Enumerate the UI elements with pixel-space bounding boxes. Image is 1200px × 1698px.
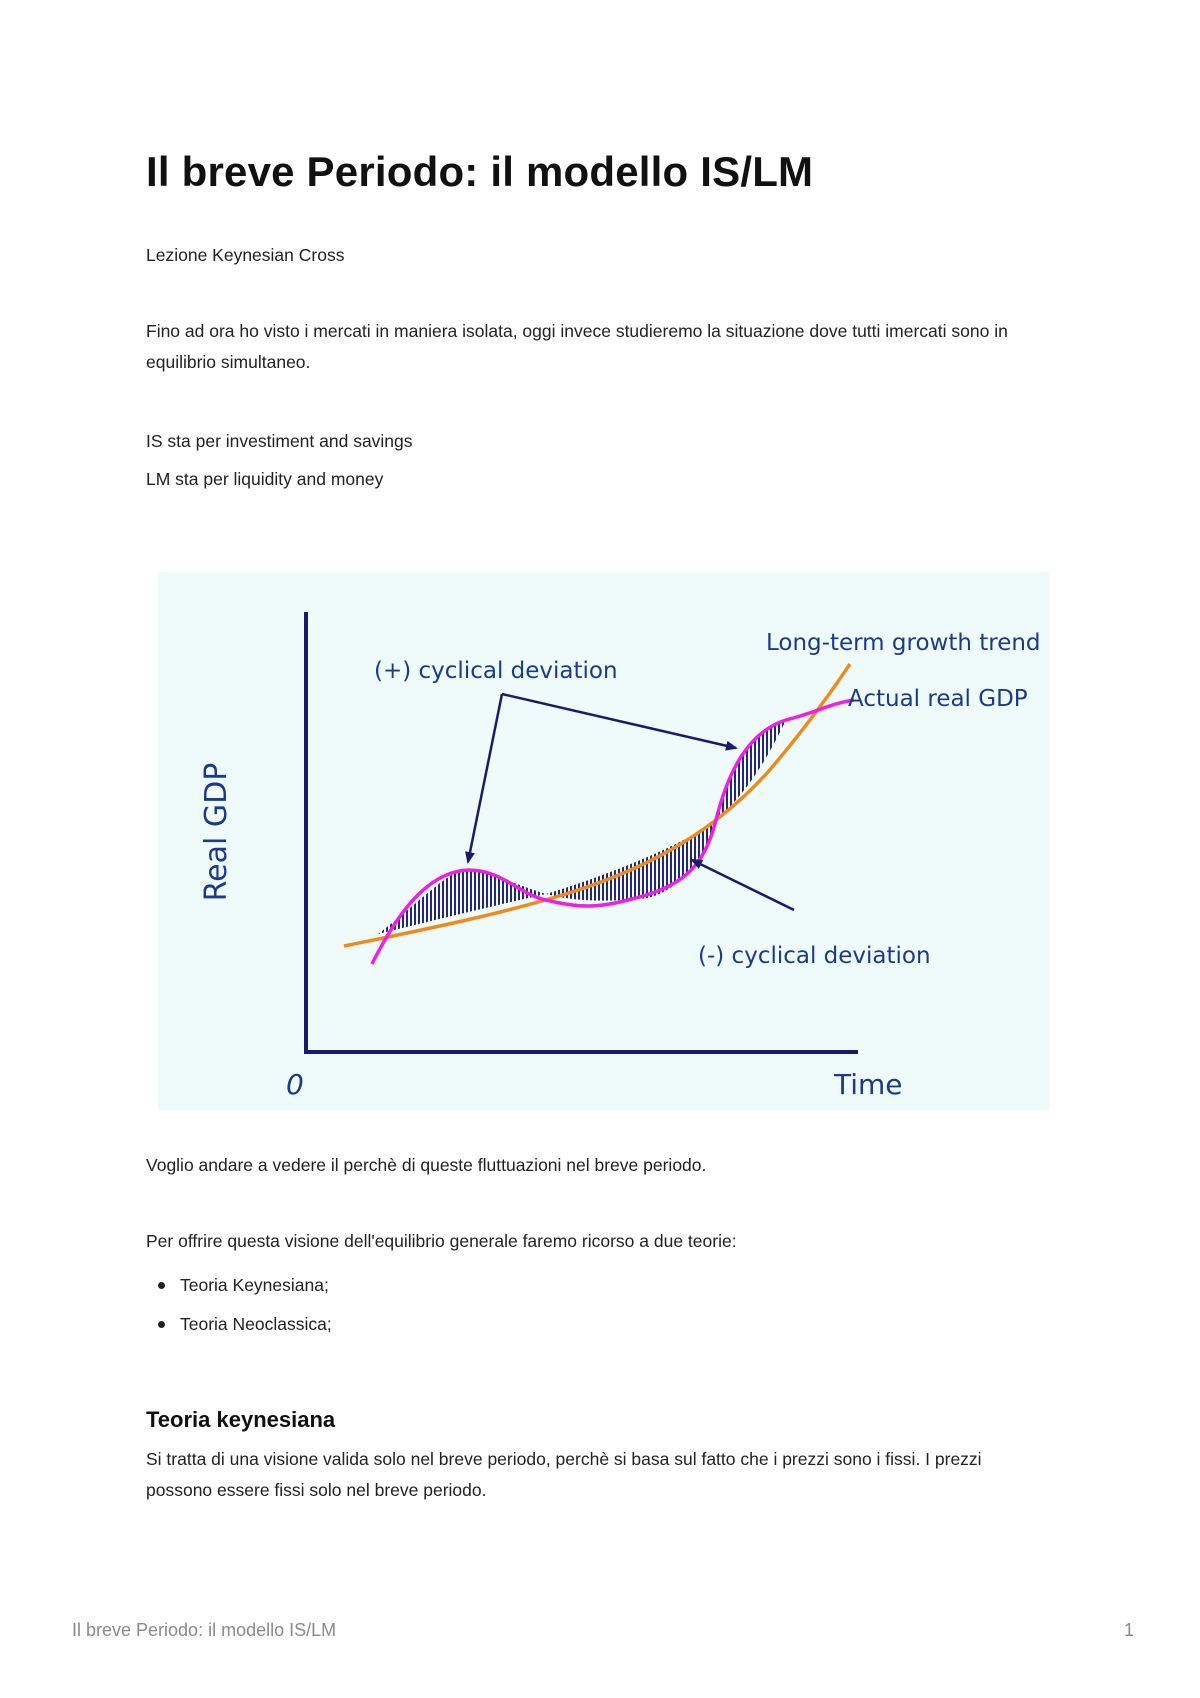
page-title: Il breve Periodo: il modello IS/LM [146, 148, 814, 195]
after-figure-paragraph: Voglio andare a vedere il perchè di queste fluttuazioni nel breve periodo. [146, 1155, 707, 1175]
origin-label: 0 [286, 1068, 304, 1101]
page-number: 1 [1123, 1620, 1134, 1640]
y-axis-label: Real GDP [199, 762, 234, 902]
list-item: Teoria Keynesiana; [146, 1266, 332, 1305]
gdp-cycle-diagram [158, 572, 1050, 1110]
is-definition: IS sta per investiment and savings [146, 431, 413, 451]
positive-deviation-label: (+) cyclical deviation [374, 658, 618, 684]
gdp-cycle-figure [158, 572, 1050, 1110]
section-paragraph: Si tratta di una visione valida solo nel breve periodo, perchè si basa sul fatto che i prezzi sono i fissi. I prezzi possono essere fissi solo nel breve periodo. [146, 1449, 982, 1500]
positive-arrow-to-first-peak [468, 694, 502, 862]
positive-deviation-area-1 [378, 869, 546, 934]
list-item: Teoria Neoclassica; [146, 1305, 332, 1344]
section-heading: Teoria keynesiana [146, 1407, 336, 1432]
lesson-subtitle: Lezione Keynesian Cross [146, 245, 345, 265]
negative-deviation-label: (-) cyclical deviation [698, 943, 931, 969]
footer-title: Il breve Periodo: il modello IS/LM [72, 1620, 337, 1640]
negative-deviation-area [546, 820, 716, 901]
lm-definition: LM sta per liquidity and money [146, 469, 384, 489]
intro-paragraph: Fino ad ora ho visto i mercati in maniera isolata, oggi invece studieremo la situazione dove tutti imercati sono in equilibrio simultaneo. [146, 321, 1008, 372]
positive-arrow-to-second-peak [502, 694, 736, 748]
theories-intro: Per offrire questa visione dell'equilibrio generale faremo ricorso a due teorie: [146, 1231, 737, 1251]
actual-gdp-label: Actual real GDP [848, 686, 1028, 712]
negative-arrow [692, 860, 794, 910]
theories-list [146, 1266, 332, 1344]
trend-label: Long-term growth trend [766, 630, 1041, 656]
positive-deviation-area-2 [716, 720, 786, 820]
x-axis-label: Time [834, 1068, 903, 1101]
